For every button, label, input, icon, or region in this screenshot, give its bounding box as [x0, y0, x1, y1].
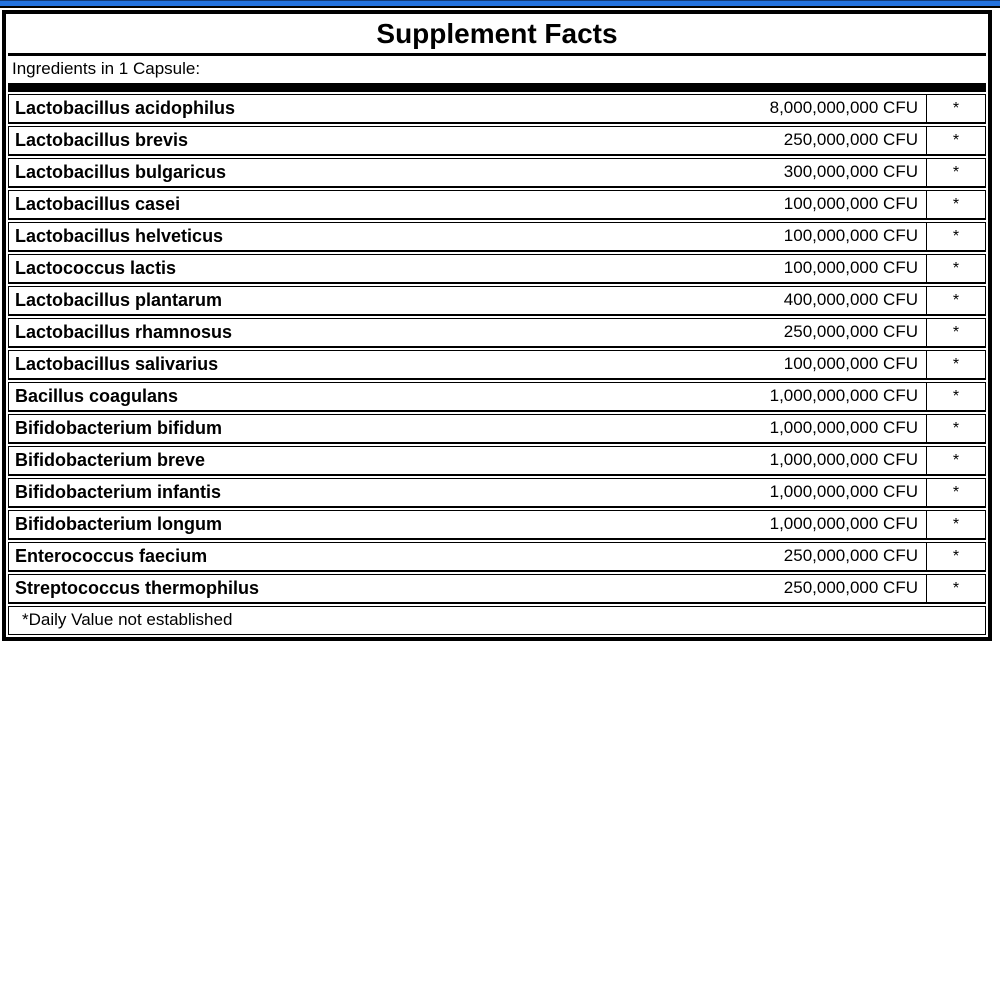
ingredient-name: Lactococcus lactis — [15, 258, 177, 278]
ingredient-amount: 100,000,000 CFU — [783, 226, 918, 245]
panel-title: Supplement Facts — [8, 16, 986, 56]
ingredient-row — [8, 574, 986, 604]
ingredient-name: Bifidobacterium breve — [15, 450, 206, 470]
ingredient-row — [8, 286, 986, 316]
daily-value-asterisk: * — [926, 575, 985, 602]
ingredient-amount: 1,000,000,000 CFU — [769, 482, 918, 501]
daily-value-asterisk: * — [926, 127, 985, 154]
ingredient-row — [8, 542, 986, 572]
ingredient-row — [8, 510, 986, 540]
daily-value-asterisk: * — [926, 479, 985, 506]
ingredient-name: Lactobacillus plantarum — [15, 290, 223, 310]
ingredient-name: Bifidobacterium longum — [15, 514, 222, 534]
ingredient-amount: 100,000,000 CFU — [783, 194, 918, 213]
ingredient-name: Lactobacillus bulgaricus — [15, 162, 227, 182]
daily-value-asterisk: * — [926, 95, 985, 122]
ingredient-amount: 1,000,000,000 CFU — [769, 450, 918, 469]
daily-value-asterisk: * — [926, 447, 985, 474]
serving-info: Ingredients in 1 Capsule: — [8, 56, 986, 92]
daily-value-asterisk: * — [926, 191, 985, 218]
ingredient-amount: 400,000,000 CFU — [783, 290, 918, 309]
ingredient-amount: 100,000,000 CFU — [783, 354, 918, 373]
ingredient-name: Lactobacillus rhamnosus — [15, 322, 233, 342]
ingredient-amount: 100,000,000 CFU — [783, 258, 918, 277]
ingredient-row — [8, 222, 986, 252]
ingredient-row — [8, 190, 986, 220]
ingredient-name: Streptococcus thermophilus — [15, 578, 260, 598]
daily-value-asterisk: * — [926, 319, 985, 346]
daily-value-asterisk: * — [926, 511, 985, 538]
daily-value-asterisk: * — [926, 383, 985, 410]
ingredient-name: Enterococcus faecium — [15, 546, 208, 566]
ingredient-row — [8, 126, 986, 156]
ingredient-row — [8, 94, 986, 124]
ingredient-row — [8, 478, 986, 508]
ingredient-name: Lactobacillus casei — [15, 194, 181, 214]
ingredient-row — [8, 414, 986, 444]
daily-value-asterisk: * — [926, 223, 985, 250]
ingredient-name: Lactobacillus acidophilus — [15, 98, 236, 118]
daily-value-asterisk: * — [926, 543, 985, 570]
ingredient-table — [8, 94, 986, 604]
ingredient-row — [8, 382, 986, 412]
ingredient-name: Lactobacillus helveticus — [15, 226, 224, 246]
window-top-accent-bar — [0, 0, 1000, 8]
ingredient-row — [8, 446, 986, 476]
daily-value-asterisk: * — [926, 415, 985, 442]
ingredient-amount: 250,000,000 CFU — [783, 546, 918, 565]
ingredient-row — [8, 350, 986, 380]
daily-value-asterisk: * — [926, 351, 985, 378]
daily-value-asterisk: * — [926, 287, 985, 314]
ingredient-amount: 1,000,000,000 CFU — [769, 514, 918, 533]
ingredient-name: Bifidobacterium infantis — [15, 482, 222, 502]
ingredient-row — [8, 254, 986, 284]
ingredient-amount: 250,000,000 CFU — [783, 130, 918, 149]
ingredient-amount: 8,000,000,000 CFU — [769, 98, 918, 117]
ingredient-row — [8, 318, 986, 348]
ingredient-amount: 300,000,000 CFU — [783, 162, 918, 181]
ingredient-name: Bifidobacterium bifidum — [15, 418, 222, 438]
ingredient-amount: 1,000,000,000 CFU — [769, 386, 918, 405]
ingredient-name: Lactobacillus brevis — [15, 130, 189, 150]
ingredient-amount: 1,000,000,000 CFU — [769, 418, 918, 437]
ingredient-row — [8, 158, 986, 188]
daily-value-asterisk: * — [926, 159, 985, 186]
ingredient-name: Bacillus coagulans — [15, 386, 179, 406]
daily-value-footnote: *Daily Value not established — [8, 606, 986, 635]
ingredient-amount: 250,000,000 CFU — [783, 322, 918, 341]
daily-value-asterisk: * — [926, 255, 985, 282]
ingredient-name: Lactobacillus salivarius — [15, 354, 219, 374]
ingredient-amount: 250,000,000 CFU — [783, 578, 918, 597]
supplement-facts-panel — [2, 10, 992, 641]
